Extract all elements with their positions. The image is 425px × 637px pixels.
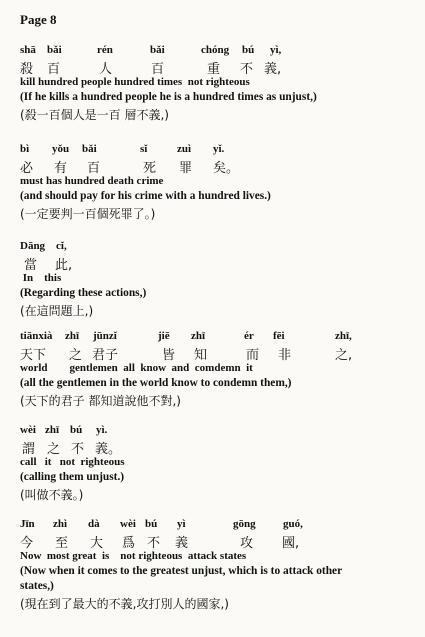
chinese-char: 重 [207,62,221,77]
english-gloss: Now most great is not righteous attack states [20,550,247,562]
chinese-char: 攻 [240,536,254,551]
chinese-char: 至 [55,536,69,551]
english-gloss: kill hundred people hundred times not righteous [20,76,250,88]
pinyin-word: zhī [191,330,206,342]
pinyin-word: yì, [270,44,282,56]
chinese-char: 天下 [20,348,47,363]
pinyin-word: wèi [120,518,136,530]
chinese-char: 不 [240,62,254,77]
chinese-char: 死 [143,161,157,176]
chinese-translation: (叫做不義。) [20,488,84,502]
english-translation: (If he kills a hundred people he is a hundred times as unjust,) [20,91,317,103]
english-gloss: call it not righteous [20,456,125,468]
chinese-char: 非 [278,348,292,363]
pinyin-word: bú [70,424,83,436]
pinyin-word: yì. [96,424,108,436]
pinyin-word: bǎi [150,44,165,56]
chinese-char: 必 [20,161,34,176]
pinyin-word: bì [20,143,30,155]
pinyin-word: zhī [65,330,80,342]
chinese-char: 之 [69,348,83,363]
pinyin-word: zhī, [335,330,352,342]
chinese-char: 皆 [162,348,176,363]
english-translation: (all the gentlemen in the world know to condemn them,) [20,377,292,389]
english-translation-cont: states,) [20,580,54,592]
chinese-char: 義, [264,62,282,77]
english-gloss: world gentlemen all know and comdemn it [20,362,253,374]
english-translation: (Regarding these actions,) [20,287,147,299]
pinyin-word: yǐ. [213,143,225,155]
pinyin-word: guó, [283,518,303,530]
chinese-translation: (殺一百個人是一百 層不義,) [20,108,169,122]
chinese-char: 殺 [20,62,34,77]
chinese-char: 今 [20,536,34,551]
english-gloss: In this [20,272,62,284]
pinyin-word: dà [88,518,100,530]
chinese-char: 矣。 [213,161,240,176]
chinese-char: 爲 [122,536,136,551]
pinyin-word: wèi [20,424,36,436]
pinyin-word: zhì [53,518,68,530]
chinese-char: 義 [175,536,189,551]
chinese-char: 而 [246,348,260,363]
chinese-char: 國, [282,536,300,551]
pinyin-word: chóng [201,44,230,56]
pinyin-word: rén [97,44,113,56]
chinese-char: 大 [90,536,104,551]
pinyin-word: yǒu [52,143,70,155]
chinese-char: 人 [99,62,113,77]
chinese-char: 君子 [92,348,119,363]
chinese-char: 百 [87,161,101,176]
chinese-char: 不 [147,536,161,551]
chinese-char: 義。 [95,442,122,457]
pinyin-word: shā [20,44,36,56]
chinese-char: 百 [151,62,165,77]
pinyin-word: Dāng [20,240,46,252]
chinese-translation: (現在到了最大的不義,攻打別人的國家,) [20,597,229,611]
chinese-char: 罪 [179,161,193,176]
pinyin-word: bú [242,44,255,56]
english-translation: (calling them unjust.) [20,471,125,483]
chinese-char: 不 [71,442,85,457]
chinese-char: 百 [47,62,61,77]
english-gloss: must has hundred death crime [20,175,164,187]
chinese-char: 謂 [22,442,36,457]
english-translation: (and should pay for his crime with a hundred lives.) [20,190,271,202]
pinyin-word: Jīn [20,518,35,530]
chinese-char: 之, [335,348,353,363]
pinyin-word: bǎi [82,143,97,155]
pinyin-word: jūnzǐ [93,330,117,342]
pinyin-word: yì [177,518,186,530]
english-translation: (Now when it comes to the greatest unjust, which is to attack other [20,565,343,577]
pinyin-word: zhī [45,424,60,436]
pinyin-word: jiē [158,330,170,342]
chinese-translation: (在這問題上,) [20,304,94,318]
pinyin-word: tiānxià [20,330,53,342]
chinese-char: 有 [54,161,68,176]
pinyin-word: sǐ [140,143,148,155]
chinese-char: 之 [47,442,61,457]
chinese-char: 此, [55,258,73,273]
pinyin-word: cǐ, [56,240,67,252]
chinese-char: 知 [194,348,208,363]
pinyin-word: gōng [233,518,256,530]
pinyin-word: zuì [177,143,192,155]
pinyin-word: bǎi [47,44,62,56]
chinese-char: 當 [24,258,38,273]
chinese-translation: (天下的君子 都知道說他不對,) [20,394,181,408]
chinese-translation: (一定要判一百個死罪了。) [20,207,156,221]
page-number: Page 8 [20,12,57,27]
pinyin-word: bú [145,518,158,530]
pinyin-word: ér [244,330,254,342]
pinyin-word: fēi [273,330,285,342]
